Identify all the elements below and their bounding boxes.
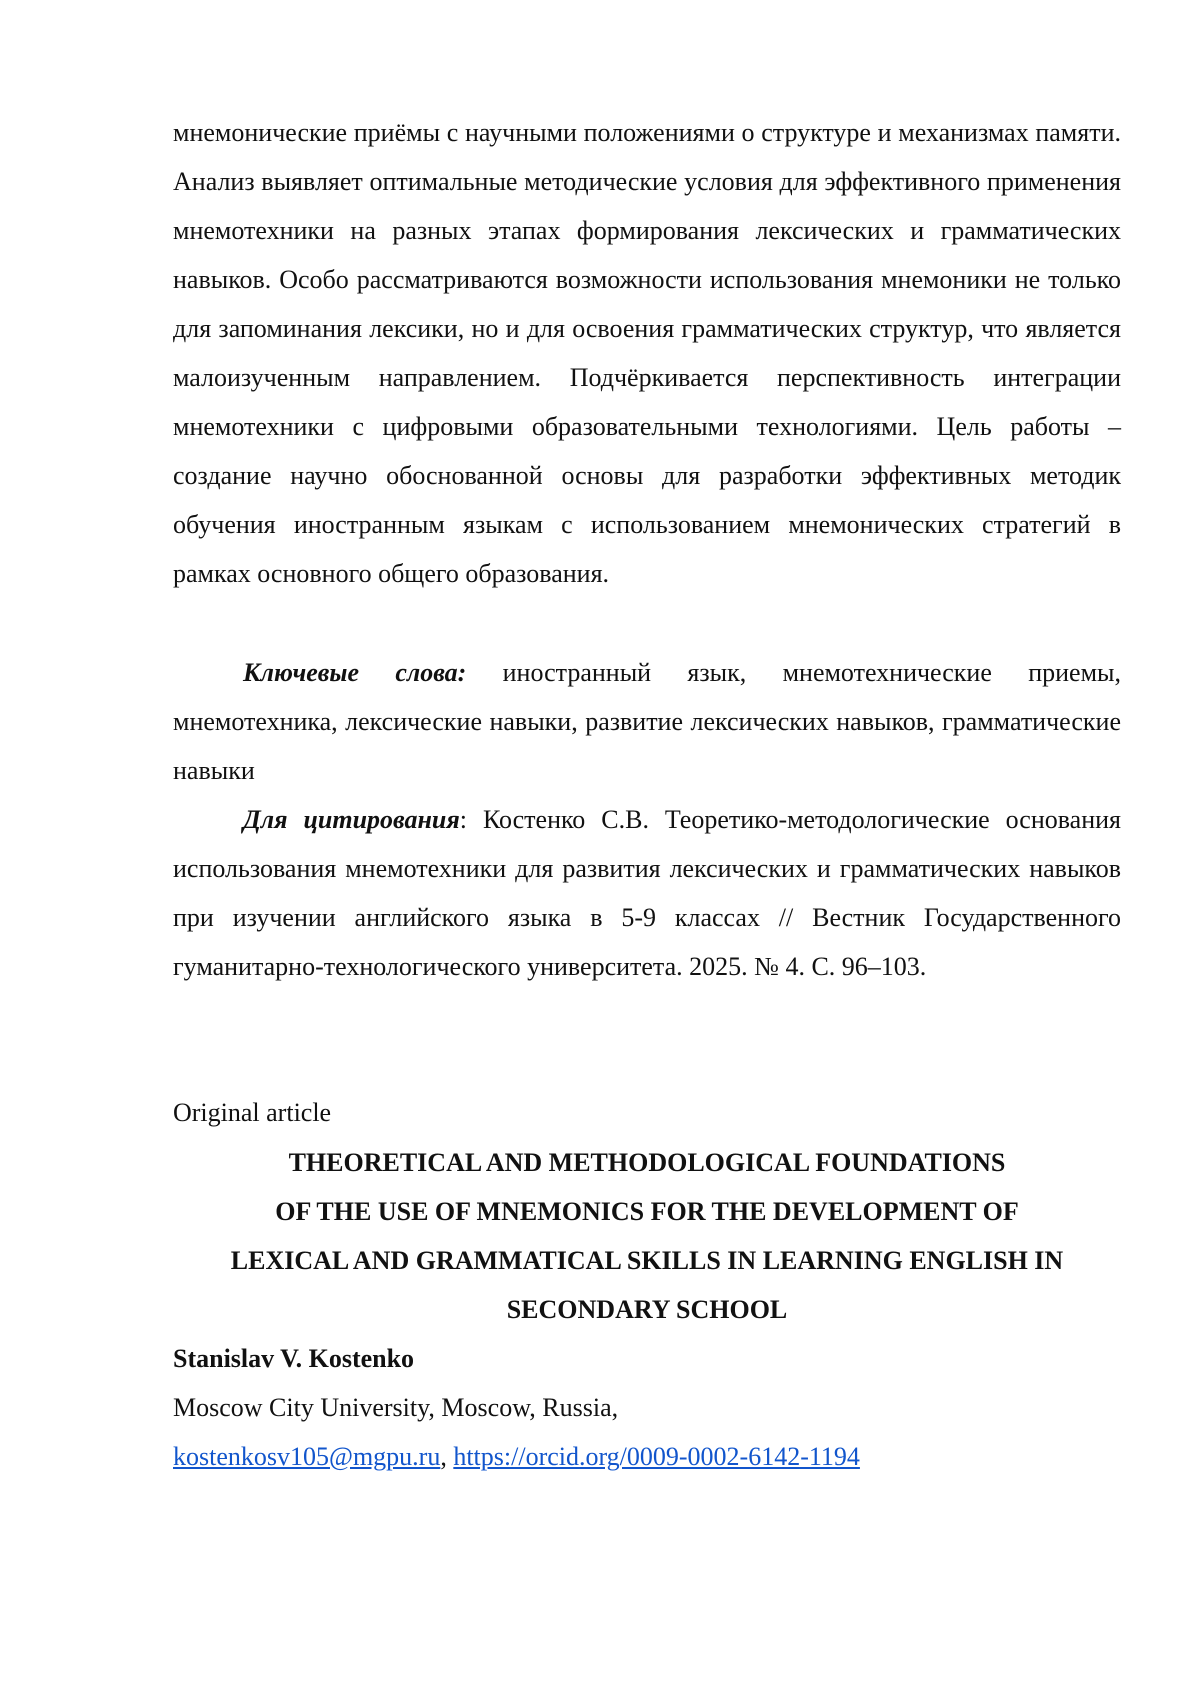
title-line: OF THE USE OF MNEMONICS FOR THE DEVELOPMENT OF <box>275 1197 1019 1226</box>
contacts-separator: , <box>440 1442 454 1471</box>
title-line: SECONDARY SCHOOL <box>506 1295 788 1324</box>
author-affiliation: Moscow City University, Moscow, Russia, <box>173 1393 619 1422</box>
citation-paragraph <box>173 795 1121 991</box>
keywords-paragraph <box>173 648 1121 795</box>
orcid-link[interactable]: https://orcid.org/0009-0002-6142-1194 <box>453 1442 860 1471</box>
abstract-paragraph: мнемонические приёмы с научными положениями о структуре и механизмах памяти. Анализ выявляет оптимальные методические условия для эффективного применения мнемотехники на разных этапах формирования лексических и грамматических навыков. Особо рассматриваются возможности использования мнемоники не только для запоминания лексики, но и для освоения грамматических структур, что является малоизученным направлением. Подчёркивается перспективность интеграции мнемотехники с цифровыми образовательными технологиями. Цель работы – создание научно обоснованной основы для разработки эффективных методик обучения иностранным языкам с использованием мнемонических стратегий в рамках основного общего образования. <box>173 118 1121 588</box>
english-article-title <box>173 1138 1121 1334</box>
article-type-label: Original article <box>173 1098 332 1127</box>
keywords-text: иностранный язык, мнемотехнические приемы, мнемотехника, лексические навыки, развитие лексических навыков, грамматические навыки <box>173 658 1121 785</box>
author-contacts <box>173 1432 1121 1481</box>
citation-label: Для цитирования <box>243 805 460 834</box>
citation-text: : Костенко С.В. Теоретико-методологические основания использования мнемотехники для развития лексических и грамматических навыков при изучении английского языка в 5-9 классах // Вестник Государственного гуманитарно-технологического университета. 2025. № 4. С. 96–103. <box>173 805 1121 981</box>
keywords-label: Ключевые слова: <box>243 658 467 687</box>
author-name: Stanislav V. Kostenko <box>173 1344 415 1373</box>
title-line: LEXICAL AND GRAMMATICAL SKILLS IN LEARNING ENGLISH IN <box>230 1246 1064 1275</box>
title-line: THEORETICAL AND METHODOLOGICAL FOUNDATIONS <box>288 1148 1006 1177</box>
email-link[interactable]: kostenkosv105@mgpu.ru <box>173 1442 441 1471</box>
